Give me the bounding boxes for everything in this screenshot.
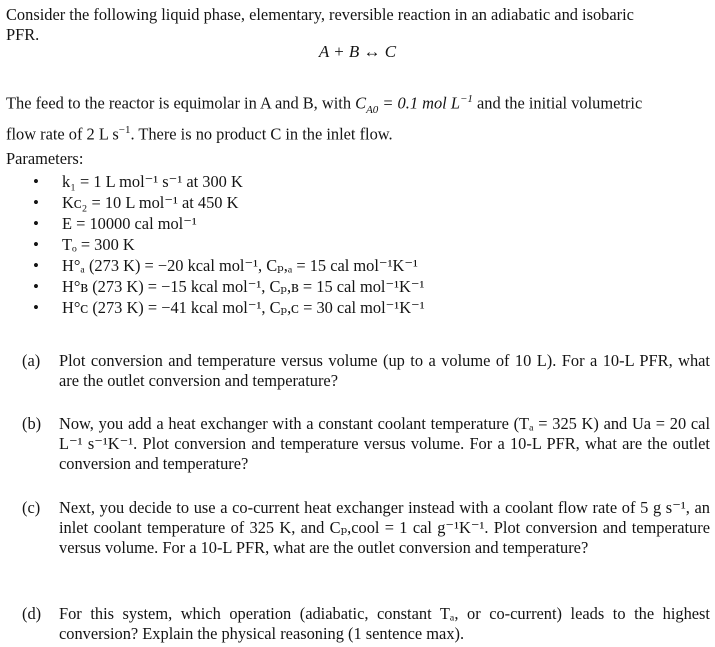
question-d	[22, 604, 710, 644]
param-species-b: • H°ʙ (273 K) = −15 kcal mol⁻¹, Cₚ,ʙ = 15 cal mol⁻¹K⁻¹	[0, 276, 425, 297]
param-activation-energy: • E = 10000 cal mol⁻¹	[0, 213, 425, 234]
intro-paragraph	[6, 5, 706, 45]
parameters-list	[0, 171, 425, 318]
question-d-label: (d)	[22, 604, 42, 623]
intro-line-2: PFR.	[6, 25, 40, 44]
feed-line-1-pre: The feed to the reactor is equimolar in A and B, with	[6, 93, 356, 113]
parameters-title: Parameters:	[6, 149, 84, 168]
question-c-label: (c)	[22, 498, 41, 517]
param-species-c: • H°ᴄ (273 K) = −41 kcal mol⁻¹, Cₚ,ᴄ = 30 cal mol⁻¹K⁻¹	[0, 297, 425, 318]
ca0-value: = 0.1 mol L	[378, 93, 460, 113]
feed-line-2-pre: flow rate of 2 L s	[6, 124, 119, 144]
flow-exponent: −1	[118, 123, 131, 136]
feed-line-1-post: and the initial volumetric	[472, 93, 643, 113]
ca0-exponent: −1	[459, 93, 473, 105]
param-rate-constant: • k₁ = 1 L mol⁻¹ s⁻¹ at 300 K	[0, 171, 425, 192]
question-b	[22, 414, 710, 474]
feed-paragraph	[6, 89, 706, 144]
feed-line-1	[6, 89, 706, 120]
question-c	[22, 498, 710, 558]
question-c-text: Next, you decide to use a co-current heat exchanger instead with a coolant flow rate of 5 g s⁻¹, an inlet coolant temperature of 325 K, and Cₚ,cool = 1 cal g⁻¹K⁻¹. Plot conversion and temperature versus volume. For a 10-L PFR, what are the outlet conversion and temperature?	[59, 498, 710, 557]
intro-line-1: Consider the following liquid phase, elementary, reversible reaction in an adiabatic and isobaric	[6, 5, 634, 24]
question-a	[22, 351, 710, 391]
feed-line-2	[6, 120, 706, 144]
question-d-text: For this system, which operation (adiabatic, constant Tₐ, or co-current) leads to the highest conversion? Explain the physical reasoning (1 sentence max).	[59, 604, 710, 643]
question-a-label: (a)	[22, 351, 41, 370]
param-equilibrium-constant: • Kᴄ₂ = 10 L mol⁻¹ at 450 K	[0, 192, 425, 213]
param-species-a: • H°ₐ (273 K) = −20 kcal mol⁻¹, Cₚ,ₐ = 15 cal mol⁻¹K⁻¹	[0, 255, 425, 276]
ca0-symbol: C	[355, 93, 367, 113]
question-b-label: (b)	[22, 414, 42, 433]
param-inlet-temperature: • Tₒ = 300 K	[0, 234, 425, 255]
reaction-equation: A + B ↔ C	[318, 42, 397, 61]
ca0-subscript: A0	[366, 103, 379, 116]
question-a-text: Plot conversion and temperature versus volume (up to a volume of 10 L). For a 10-L PFR, what are the outlet conversion and temperature?	[59, 351, 710, 390]
question-b-text: Now, you add a heat exchanger with a constant coolant temperature (Tₐ = 325 K) and Ua = 20 cal L⁻¹ s⁻¹K⁻¹. Plot conversion and temperature versus volume. For a 10-L PFR, what are the outlet conversion and temperature?	[59, 414, 710, 473]
feed-line-2-post: . There is no product C in the inlet flow.	[130, 124, 393, 144]
